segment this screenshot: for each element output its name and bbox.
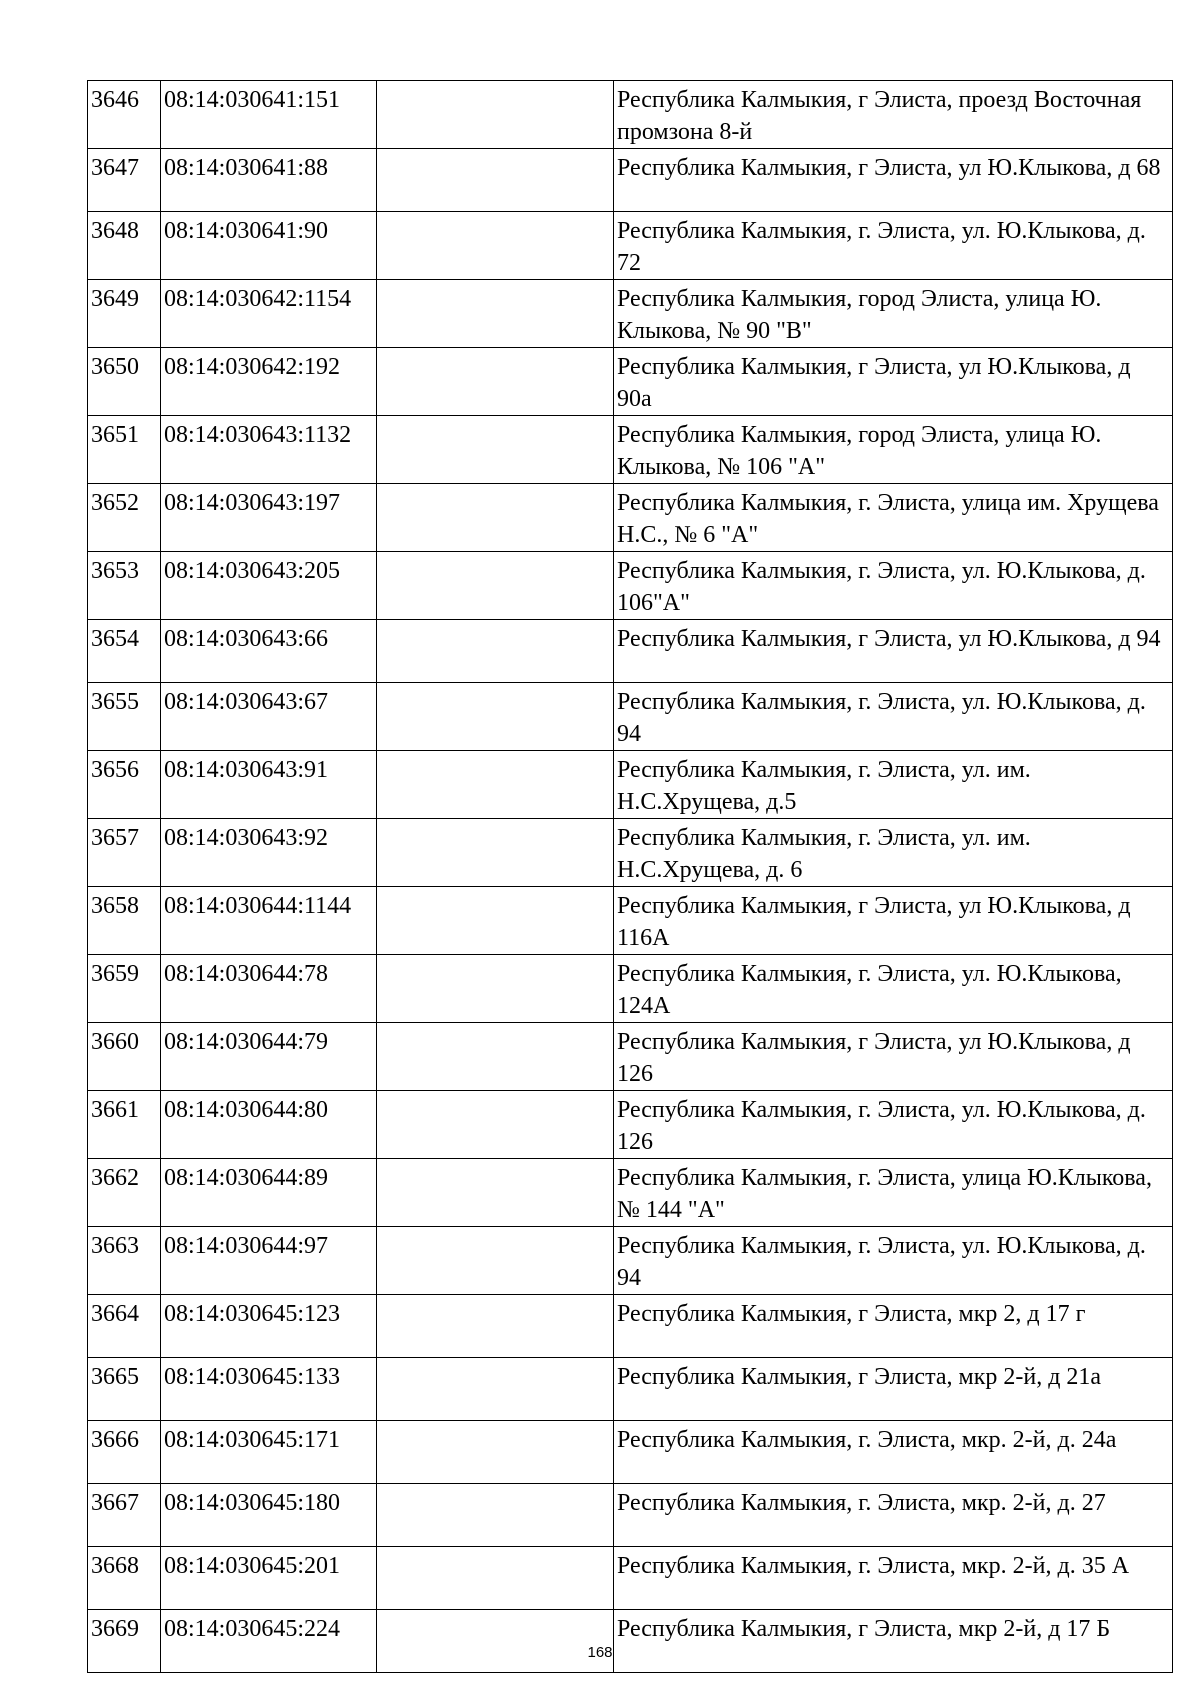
address-cell: Республика Калмыкия, г Элиста, проезд Восточная промзона 8-й <box>614 81 1173 149</box>
empty-cell <box>377 751 614 819</box>
table-row <box>88 955 1173 1023</box>
address-cell: Республика Калмыкия, г Элиста, ул Ю.Клыкова, д 94 <box>614 620 1173 683</box>
empty-cell <box>377 149 614 212</box>
row-number-cell: 3652 <box>88 484 161 552</box>
empty-cell <box>377 484 614 552</box>
address-cell: Республика Калмыкия, г. Элиста, ул. Ю.Клыкова, д. 72 <box>614 212 1173 280</box>
row-number-cell: 3650 <box>88 348 161 416</box>
table-row <box>88 149 1173 212</box>
row-number-cell: 3665 <box>88 1358 161 1421</box>
cadastral-number-cell: 08:14:030643:91 <box>161 751 377 819</box>
cadastral-number-cell: 08:14:030644:79 <box>161 1023 377 1091</box>
empty-cell <box>377 552 614 620</box>
empty-cell <box>377 1547 614 1610</box>
address-cell: Республика Калмыкия, г Элиста, ул Ю.Клыкова, д 90а <box>614 348 1173 416</box>
cadastral-number-cell: 08:14:030644:97 <box>161 1227 377 1295</box>
table-row <box>88 1295 1173 1358</box>
cadastral-number-cell: 08:14:030643:205 <box>161 552 377 620</box>
table-row <box>88 1610 1173 1673</box>
empty-cell <box>377 1295 614 1358</box>
address-cell: Республика Калмыкия, г. Элиста, ул. им. Н.С.Хрущева, д. 6 <box>614 819 1173 887</box>
row-number-cell: 3668 <box>88 1547 161 1610</box>
cadastral-number-cell: 08:14:030643:66 <box>161 620 377 683</box>
row-number-cell: 3648 <box>88 212 161 280</box>
registry-table-body <box>88 81 1173 1673</box>
address-cell: Республика Калмыкия, г. Элиста, улица им. Хрущева Н.С., № 6 "А" <box>614 484 1173 552</box>
empty-cell <box>377 955 614 1023</box>
address-cell: Республика Калмыкия, г. Элиста, ул. им. Н.С.Хрущева, д.5 <box>614 751 1173 819</box>
row-number-cell: 3669 <box>88 1610 161 1673</box>
address-cell: Республика Калмыкия, г. Элиста, ул. Ю.Клыкова, д. 94 <box>614 683 1173 751</box>
row-number-cell: 3655 <box>88 683 161 751</box>
table-row <box>88 280 1173 348</box>
cadastral-number-cell: 08:14:030645:180 <box>161 1484 377 1547</box>
cadastral-number-cell: 08:14:030645:171 <box>161 1421 377 1484</box>
row-number-cell: 3658 <box>88 887 161 955</box>
table-row <box>88 1091 1173 1159</box>
empty-cell <box>377 348 614 416</box>
table-row <box>88 416 1173 484</box>
table-row <box>88 1547 1173 1610</box>
empty-cell <box>377 1227 614 1295</box>
cadastral-number-cell: 08:14:030643:197 <box>161 484 377 552</box>
empty-cell <box>377 819 614 887</box>
address-cell: Республика Калмыкия, город Элиста, улица Ю. Клыкова, № 90 "В" <box>614 280 1173 348</box>
table-row <box>88 1023 1173 1091</box>
row-number-cell: 3653 <box>88 552 161 620</box>
table-row <box>88 484 1173 552</box>
row-number-cell: 3646 <box>88 81 161 149</box>
address-cell: Республика Калмыкия, г. Элиста, ул. Ю.Клыкова, д. 94 <box>614 1227 1173 1295</box>
row-number-cell: 3647 <box>88 149 161 212</box>
address-cell: Республика Калмыкия, г. Элиста, улица Ю.Клыкова, № 144 "А" <box>614 1159 1173 1227</box>
cadastral-number-cell: 08:14:030644:1144 <box>161 887 377 955</box>
cadastral-number-cell: 08:14:030645:201 <box>161 1547 377 1610</box>
empty-cell <box>377 620 614 683</box>
cadastral-number-cell: 08:14:030644:78 <box>161 955 377 1023</box>
registry-table <box>87 80 1173 1673</box>
row-number-cell: 3651 <box>88 416 161 484</box>
address-cell: Республика Калмыкия, г Элиста, мкр 2-й, д 21а <box>614 1358 1173 1421</box>
cadastral-number-cell: 08:14:030645:224 <box>161 1610 377 1673</box>
table-row <box>88 348 1173 416</box>
row-number-cell: 3657 <box>88 819 161 887</box>
table-row <box>88 81 1173 149</box>
empty-cell <box>377 1023 614 1091</box>
table-row <box>88 1421 1173 1484</box>
cadastral-number-cell: 08:14:030641:90 <box>161 212 377 280</box>
empty-cell <box>377 1610 614 1673</box>
empty-cell <box>377 81 614 149</box>
empty-cell <box>377 887 614 955</box>
empty-cell <box>377 1421 614 1484</box>
cadastral-number-cell: 08:14:030643:92 <box>161 819 377 887</box>
table-row <box>88 683 1173 751</box>
address-cell: Республика Калмыкия, г. Элиста, ул. Ю.Клыкова, д. 106"А" <box>614 552 1173 620</box>
row-number-cell: 3659 <box>88 955 161 1023</box>
table-row <box>88 1358 1173 1421</box>
row-number-cell: 3666 <box>88 1421 161 1484</box>
empty-cell <box>377 416 614 484</box>
cadastral-number-cell: 08:14:030644:89 <box>161 1159 377 1227</box>
address-cell: Республика Калмыкия, г. Элиста, мкр. 2-й, д. 24а <box>614 1421 1173 1484</box>
table-row <box>88 751 1173 819</box>
row-number-cell: 3664 <box>88 1295 161 1358</box>
page-number: 168 <box>587 1644 613 1661</box>
cadastral-number-cell: 08:14:030645:133 <box>161 1358 377 1421</box>
empty-cell <box>377 1091 614 1159</box>
empty-cell <box>377 1484 614 1547</box>
address-cell: Республика Калмыкия, г Элиста, ул Ю.Клыкова, д 68 <box>614 149 1173 212</box>
row-number-cell: 3663 <box>88 1227 161 1295</box>
table-row <box>88 1227 1173 1295</box>
cadastral-number-cell: 08:14:030643:67 <box>161 683 377 751</box>
row-number-cell: 3667 <box>88 1484 161 1547</box>
address-cell: Республика Калмыкия, г Элиста, ул Ю.Клыкова, д 116А <box>614 887 1173 955</box>
cadastral-number-cell: 08:14:030642:1154 <box>161 280 377 348</box>
cadastral-number-cell: 08:14:030645:123 <box>161 1295 377 1358</box>
row-number-cell: 3649 <box>88 280 161 348</box>
table-row <box>88 552 1173 620</box>
empty-cell <box>377 1159 614 1227</box>
address-cell: Республика Калмыкия, г. Элиста, ул. Ю.Клыкова, 124А <box>614 955 1173 1023</box>
row-number-cell: 3660 <box>88 1023 161 1091</box>
cadastral-number-cell: 08:14:030641:88 <box>161 149 377 212</box>
cadastral-number-cell: 08:14:030643:1132 <box>161 416 377 484</box>
cadastral-number-cell: 08:14:030644:80 <box>161 1091 377 1159</box>
row-number-cell: 3661 <box>88 1091 161 1159</box>
address-cell: Республика Калмыкия, г Элиста, мкр 2-й, д 17 Б <box>614 1610 1173 1673</box>
cadastral-number-cell: 08:14:030641:151 <box>161 81 377 149</box>
cadastral-number-cell: 08:14:030642:192 <box>161 348 377 416</box>
table-row <box>88 887 1173 955</box>
table-row <box>88 620 1173 683</box>
row-number-cell: 3662 <box>88 1159 161 1227</box>
table-row <box>88 1484 1173 1547</box>
empty-cell <box>377 1358 614 1421</box>
row-number-cell: 3654 <box>88 620 161 683</box>
address-cell: Республика Калмыкия, г Элиста, ул Ю.Клыкова, д 126 <box>614 1023 1173 1091</box>
table-row <box>88 212 1173 280</box>
address-cell: Республика Калмыкия, г. Элиста, ул. Ю.Клыкова, д. 126 <box>614 1091 1173 1159</box>
empty-cell <box>377 212 614 280</box>
address-cell: Республика Калмыкия, г. Элиста, мкр. 2-й, д. 27 <box>614 1484 1173 1547</box>
empty-cell <box>377 683 614 751</box>
address-cell: Республика Калмыкия, г Элиста, мкр 2, д 17 г <box>614 1295 1173 1358</box>
empty-cell <box>377 280 614 348</box>
table-row <box>88 819 1173 887</box>
address-cell: Республика Калмыкия, г. Элиста, мкр. 2-й, д. 35 А <box>614 1547 1173 1610</box>
table-row <box>88 1159 1173 1227</box>
row-number-cell: 3656 <box>88 751 161 819</box>
address-cell: Республика Калмыкия, город Элиста, улица Ю. Клыкова, № 106 "А" <box>614 416 1173 484</box>
